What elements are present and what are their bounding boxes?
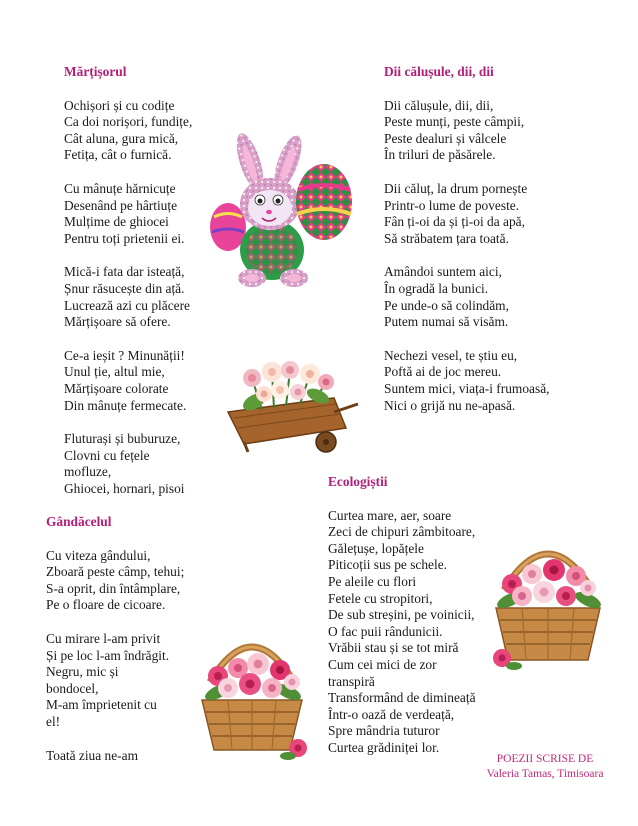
poem-line: Pe unde-o să colindăm, <box>384 297 509 313</box>
poem-line: Zeci de chipuri zâmbitoare, <box>328 524 476 540</box>
poem-line: Ghiocei, hornari, pisoi <box>64 480 185 496</box>
poem-line: Piticoții sus pe schele. <box>328 557 448 573</box>
poem-line: Ochișori și cu codițe <box>64 97 175 113</box>
poem-line: Vrăbii stau și se tot miră <box>328 640 459 656</box>
poem-line: Transformând de dimineață <box>328 690 476 706</box>
poem-line: Din mânuțe fermecate. <box>64 397 187 413</box>
stanza <box>64 348 192 414</box>
poem-line: Amândoi suntem aici, <box>384 264 502 280</box>
poem-line: Curtea grădiniței lor. <box>328 739 440 755</box>
poem-line: Toată ziua ne-am <box>46 747 139 763</box>
poem-line: În ogradă la bunici. <box>384 280 489 296</box>
stanza <box>384 264 549 330</box>
stanza <box>328 508 476 757</box>
stanza <box>46 748 184 765</box>
poem-line: Mărțișoare colorate <box>64 380 169 396</box>
poem-line: el! <box>46 713 61 729</box>
stanza <box>64 264 192 330</box>
easter-bunny-icon <box>206 132 356 292</box>
poem-line: Unul ție, altul mie, <box>64 364 165 380</box>
poem-line: Și pe loc l-am îndrăgit. <box>46 647 170 663</box>
poem-dii-calusule <box>384 64 549 414</box>
poem-gandacelul <box>46 514 184 764</box>
poem-line: Dii călușule, dii, dii, <box>384 97 494 113</box>
poem-line: De sub streșini, pe voinicii, <box>328 607 475 623</box>
poem-line: Nici o grijă nu ne-apasă. <box>384 397 516 413</box>
flower-wheelbarrow-icon <box>214 352 360 456</box>
poem-line: O fac puii rândunicii. <box>328 623 443 639</box>
poem-line: Cu mirare l-am privit <box>46 630 161 646</box>
stanza <box>46 548 184 614</box>
poem-line: transpiră <box>328 673 375 689</box>
poem-line: Mărțișoare să ofere. <box>64 314 171 330</box>
poem-line: Pe aleile cu flori <box>328 573 417 589</box>
poem-line: Fân ți-oi da și ți-oi da apă, <box>384 214 525 230</box>
poem-line: Cât aluna, gura mică, <box>64 130 179 146</box>
poem-line: Șnur răsucește din ață. <box>64 280 185 296</box>
poem-line: Pe o floare de cicoare. <box>46 597 166 613</box>
poem-martisorul <box>64 64 192 497</box>
poem-line: Clovni cu fețele <box>64 447 150 463</box>
poem-line: Desenând pe hârtiuțe <box>64 197 178 213</box>
poem-line: Lucrează azi cu plăcere <box>64 297 190 313</box>
poem-line: Printr-o lume de poveste. <box>384 197 520 213</box>
poem-line: Dii căluț, la drum pornește <box>384 180 528 196</box>
poem-line: Peste munți, peste câmpii, <box>384 114 525 130</box>
credit-line-2: Valeria Tamas, Timisoara <box>486 768 604 780</box>
poem-ecologistii <box>328 474 476 757</box>
stanza <box>64 431 192 497</box>
poem-title: Gândăcelul <box>46 514 112 529</box>
poem-line: Pentru toți prietenii ei. <box>64 230 185 246</box>
poem-line: Curtea mare, aer, soare <box>328 507 452 523</box>
poem-line: mofluze, <box>64 464 112 480</box>
poem-line: Zboară peste câmp, tehui; <box>46 564 185 580</box>
poem-line: Putem numai să visăm. <box>384 314 509 330</box>
poem-line: Mulțime de ghiocei <box>64 214 169 230</box>
poem-line: Ce-a ieșit ? Minunății! <box>64 347 185 363</box>
stanza <box>46 631 184 731</box>
stanza <box>64 181 192 247</box>
stanza <box>64 98 192 164</box>
poem-line: Mică-i fata dar isteață, <box>64 264 185 280</box>
poem-line: Fetele cu stropitori, <box>328 590 433 606</box>
stanza <box>384 98 549 164</box>
poem-line: Peste dealuri și vâlcele <box>384 130 507 146</box>
poem-line: Fluturași și buburuze, <box>64 431 181 447</box>
poem-line: S-a oprit, din întâmplare, <box>46 580 181 596</box>
poem-line: Nechezi vesel, te știu eu, <box>384 347 518 363</box>
poem-line: bondocel, <box>46 680 99 696</box>
poem-line: În triluri de păsărele. <box>384 147 496 163</box>
poem-title: Dii călușule, dii, dii <box>384 64 494 79</box>
stanza <box>384 348 549 414</box>
poem-line: Într-o oază de verdeață, <box>328 706 455 722</box>
author-credit <box>470 752 620 782</box>
poem-line: M-am împrietenit cu <box>46 697 157 713</box>
poem-line: Negru, mic și <box>46 664 119 680</box>
poem-line: Suntem mici, viața-i frumoasă, <box>384 380 550 396</box>
poem-title: Mărțișorul <box>64 64 127 79</box>
poem-line: Ca doi norișori, fundițe, <box>64 114 193 130</box>
credit-line-1: POEZII SCRISE DE <box>496 753 594 765</box>
flower-basket-icon <box>188 622 316 762</box>
stanza <box>384 181 549 247</box>
poem-line: Fetița, cât o furnică. <box>64 147 172 163</box>
poem-line: Spre mândria tuturor <box>328 723 440 739</box>
poem-line: Cum cei mici de zor <box>328 656 437 672</box>
poem-line: Gălețușe, lopățele <box>328 540 424 556</box>
poem-line: Să străbatem țara toată. <box>384 230 509 246</box>
poem-title: Ecologiștii <box>328 474 388 489</box>
flower-basket-icon <box>484 526 612 672</box>
poem-line: Poftă ai de joc mereu. <box>384 364 502 380</box>
poem-line: Cu viteza gândului, <box>46 547 151 563</box>
poem-line: Cu mânuțe hărnicuțe <box>64 180 176 196</box>
